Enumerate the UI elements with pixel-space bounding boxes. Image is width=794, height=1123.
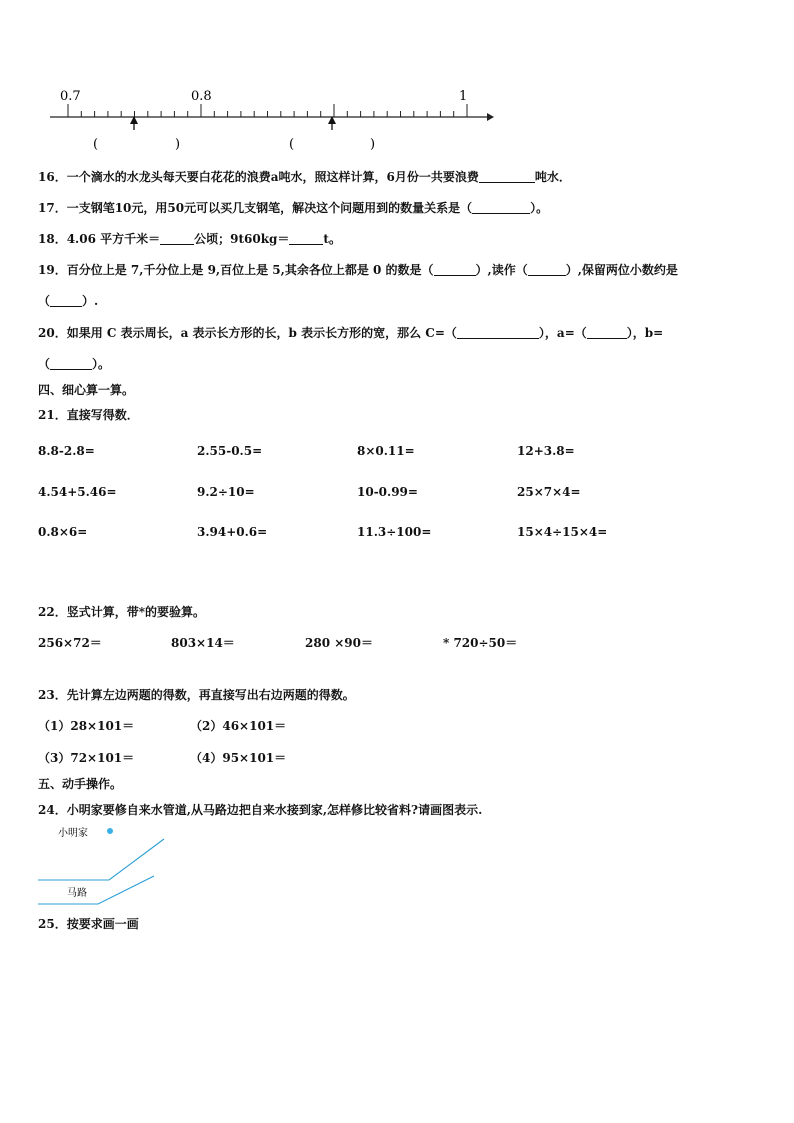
calc-item: 8.8-2.8= (38, 444, 95, 458)
calc-item: （3）72×101＝ (38, 751, 135, 765)
answer-blank[interactable] (479, 170, 535, 183)
answer-blank[interactable] (160, 232, 194, 245)
number-line-arrowhead (487, 113, 494, 121)
question-25: 25．按要求画一画 (38, 917, 139, 931)
vertical-calc-item: * 720÷50＝ (443, 636, 518, 650)
section-4-heading: 四、细心算一算。 (38, 383, 135, 397)
question-22-title: 22．竖式计算，带*的要验算。 (38, 605, 205, 619)
calc-item: 2.55-0.5= (197, 444, 263, 458)
house-dot-icon (107, 828, 113, 834)
calc-item: 15×4÷15×4= (517, 525, 608, 539)
answer-paren-1-open: ( (93, 137, 99, 152)
label-0-8: 0.8 (191, 89, 212, 104)
answer-blank[interactable] (587, 326, 627, 339)
calc-item: 12+3.8= (517, 444, 575, 458)
calc-item: 4.54+5.46= (38, 485, 117, 499)
question-16: 16．一个滴水的水龙头每天要白花花的浪费a吨水，照这样计算，6月份一共要浪费 吨水． (38, 170, 571, 184)
calc-item: 3.94+0.6= (197, 525, 268, 539)
question-23-title: 23．先计算左边两题的得数，再直接写出右边两题的得数。 (38, 688, 355, 702)
number-line (0, 0, 794, 160)
answer-blank[interactable] (472, 201, 530, 214)
vertical-calc-item: 256×72＝ (38, 636, 102, 650)
calc-item: 0.8×6= (38, 525, 88, 539)
house-label: 小明家 (58, 828, 88, 839)
answer-paren-2-open: ( (289, 137, 295, 152)
road-lower-edge (38, 876, 154, 904)
calc-item: （4）95×101＝ (190, 751, 287, 765)
calc-item: 9.2÷10= (197, 485, 255, 499)
answer-blank[interactable] (457, 326, 539, 339)
question-24-title: 24．小明家要修自来水管道,从马路边把自来水接到家,怎样修比较省料?请画图表示. (38, 803, 483, 817)
question-20-line-2: （ ）。 (38, 357, 111, 371)
answer-blank[interactable] (50, 357, 92, 370)
vertical-calc-item: 280 ×90＝ (305, 636, 373, 650)
calc-item: 10-0.99= (357, 485, 418, 499)
calc-item: （2）46×101＝ (190, 719, 287, 733)
answer-blank[interactable] (289, 232, 323, 245)
question-18: 18．4.06 平方千米＝ 公顷；9t60kg＝ t。 (38, 232, 341, 246)
road-label: 马路 (67, 888, 87, 899)
answer-blank[interactable] (528, 263, 566, 276)
road-upper-edge (38, 839, 164, 880)
question-20: 20．如果用 C 表示周长，a 表示长方形的长，b 表示长方形的宽，那么 C=（ ），a=（ ），b= (38, 326, 664, 340)
calc-item: （1）28×101＝ (38, 719, 135, 733)
calc-item: 11.3÷100= (357, 525, 432, 539)
question-19: 19．百分位上是 7,千分位上是 9,百位上是 5,其余各位上都是 0 的数是（ ）,读作（ ）,保留两位小数约是 (38, 263, 678, 277)
question-17: 17．一支钢笔10元，用50元可以买几支钢笔，解决这个问题用到的数量关系是（ ）。 (38, 201, 549, 215)
question-21-title: 21．直接写得数． (38, 408, 139, 422)
label-0-7: 0.7 (60, 89, 81, 104)
calc-item: 25×7×4= (517, 485, 581, 499)
question-19-line-2: （ ）. (38, 294, 99, 308)
vertical-calc-item: 803×14＝ (171, 636, 235, 650)
answer-paren-1-close: ) (175, 137, 181, 152)
answer-blank[interactable] (434, 263, 476, 276)
calc-item: 8×0.11= (357, 444, 415, 458)
answer-blank[interactable] (50, 294, 82, 307)
label-1: 1 (459, 89, 468, 104)
section-5-heading: 五、动手操作。 (38, 777, 123, 791)
answer-paren-2-close: ) (370, 137, 376, 152)
